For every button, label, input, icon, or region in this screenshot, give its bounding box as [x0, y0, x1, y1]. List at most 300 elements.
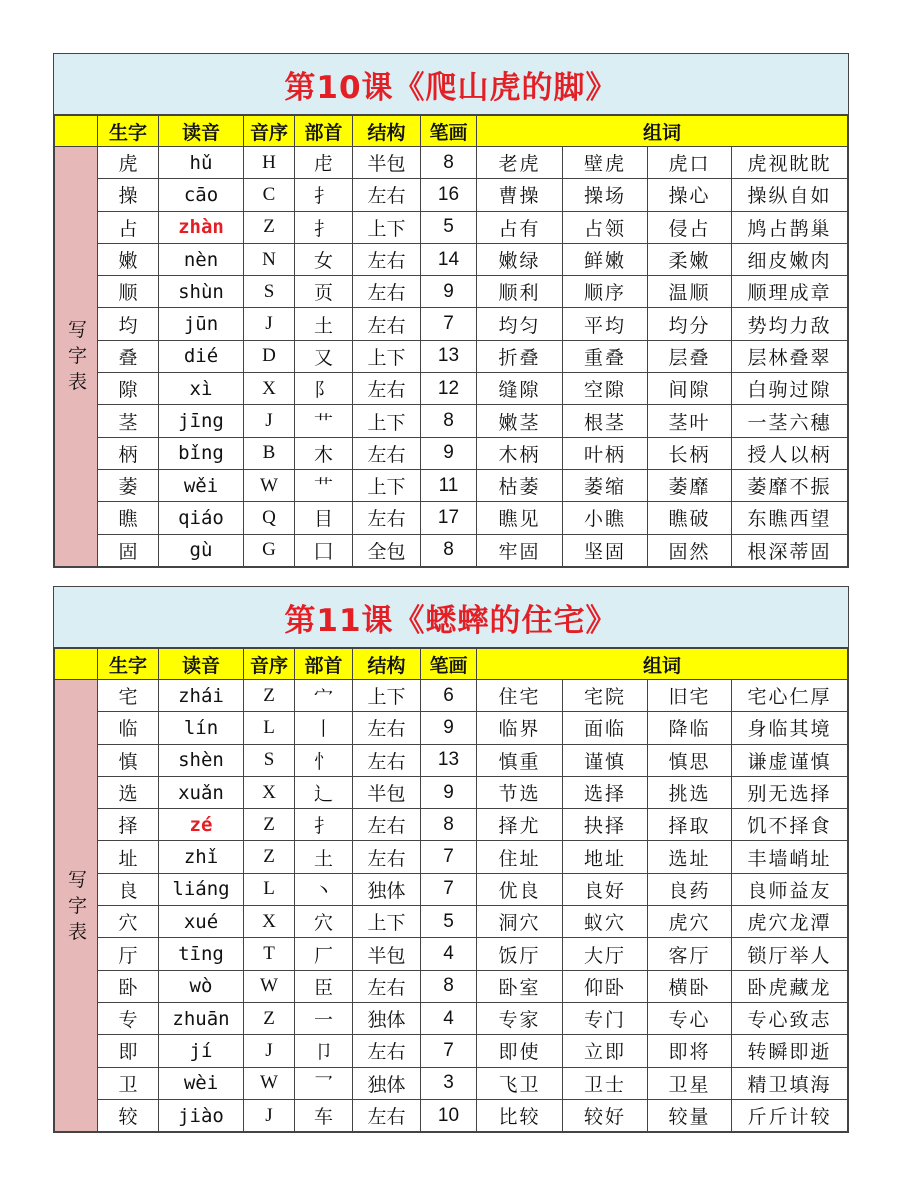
structure-cell: 左右 — [353, 970, 421, 1002]
char-cell: 虎 — [98, 147, 159, 179]
word-cell: 卫士 — [563, 1067, 648, 1099]
initial-cell: T — [244, 938, 295, 970]
stroke-count-cell: 6 — [421, 680, 477, 712]
pinyin-cell: zhái — [159, 680, 244, 712]
word-cell: 良师益友 — [732, 873, 848, 905]
table-row — [55, 712, 848, 744]
table-row — [55, 744, 848, 776]
word-cell: 曹操 — [477, 179, 563, 211]
table-row — [55, 680, 848, 712]
pinyin-cell: xuǎn — [159, 776, 244, 808]
table-row — [55, 243, 848, 275]
initial-cell: Z — [244, 809, 295, 841]
header-duyin: 读音 — [159, 649, 244, 680]
structure-cell: 左右 — [353, 502, 421, 534]
structure-cell: 左右 — [353, 712, 421, 744]
initial-cell: N — [244, 243, 295, 275]
word-cell: 萎缩 — [563, 469, 648, 501]
table-row — [55, 809, 848, 841]
word-cell: 择尤 — [477, 809, 563, 841]
table-row — [55, 469, 848, 501]
initial-cell: B — [244, 437, 295, 469]
stroke-count-cell: 7 — [421, 308, 477, 340]
word-cell: 比较 — [477, 1099, 563, 1131]
table-row — [55, 373, 848, 405]
char-cell: 卫 — [98, 1067, 159, 1099]
table-body — [55, 147, 848, 567]
word-cell: 长柄 — [648, 437, 732, 469]
word-cell: 萎靡不振 — [732, 469, 848, 501]
word-cell: 节选 — [477, 776, 563, 808]
word-cell: 折叠 — [477, 340, 563, 372]
pinyin-cell: wěi — [159, 469, 244, 501]
radical-cell: 一 — [295, 1002, 353, 1034]
stroke-count-cell: 14 — [421, 243, 477, 275]
word-cell: 住宅 — [477, 680, 563, 712]
radical-cell: 卩 — [295, 1035, 353, 1067]
word-cell: 宅心仁厚 — [732, 680, 848, 712]
table-row — [55, 147, 848, 179]
word-cell: 卧室 — [477, 970, 563, 1002]
char-cell: 萎 — [98, 469, 159, 501]
initial-cell: Q — [244, 502, 295, 534]
char-cell: 固 — [98, 534, 159, 566]
pinyin-cell: cāo — [159, 179, 244, 211]
word-cell: 飞卫 — [477, 1067, 563, 1099]
radical-cell: 臣 — [295, 970, 353, 1002]
radical-cell: 辶 — [295, 776, 353, 808]
stroke-count-cell: 8 — [421, 970, 477, 1002]
radical-cell: 木 — [295, 437, 353, 469]
structure-cell: 左右 — [353, 841, 421, 873]
radical-cell: 丨 — [295, 712, 353, 744]
pinyin-cell: jí — [159, 1035, 244, 1067]
initial-cell: W — [244, 970, 295, 1002]
word-cell: 别无选择 — [732, 776, 848, 808]
char-cell: 柄 — [98, 437, 159, 469]
initial-cell: S — [244, 744, 295, 776]
pinyin-cell: hǔ — [159, 147, 244, 179]
radical-cell: 目 — [295, 502, 353, 534]
lesson-11-table — [53, 586, 849, 1133]
word-cell: 宅院 — [563, 680, 648, 712]
word-cell: 精卫填海 — [732, 1067, 848, 1099]
structure-cell: 左右 — [353, 179, 421, 211]
pinyin-cell: jūn — [159, 308, 244, 340]
stroke-count-cell: 12 — [421, 373, 477, 405]
radical-cell: 女 — [295, 243, 353, 275]
structure-cell: 上下 — [353, 469, 421, 501]
structure-cell: 独体 — [353, 1002, 421, 1034]
pinyin-cell: xué — [159, 906, 244, 938]
word-cell: 较好 — [563, 1099, 648, 1131]
initial-cell: W — [244, 1067, 295, 1099]
structure-cell: 左右 — [353, 276, 421, 308]
word-cell: 住址 — [477, 841, 563, 873]
word-cell: 叶柄 — [563, 437, 648, 469]
stroke-count-cell: 8 — [421, 147, 477, 179]
char-cell: 顺 — [98, 276, 159, 308]
word-cell: 占有 — [477, 211, 563, 243]
word-cell: 授人以柄 — [732, 437, 848, 469]
header-row — [55, 649, 848, 680]
pinyin-cell: liáng — [159, 873, 244, 905]
initial-cell: C — [244, 179, 295, 211]
word-cell: 缝隙 — [477, 373, 563, 405]
header-yinxu: 音序 — [244, 649, 295, 680]
word-cell: 挑选 — [648, 776, 732, 808]
header-zi: 生字 — [98, 116, 159, 147]
char-cell: 临 — [98, 712, 159, 744]
structure-cell: 上下 — [353, 340, 421, 372]
word-cell: 谨慎 — [563, 744, 648, 776]
word-cell: 间隙 — [648, 373, 732, 405]
word-cell: 虎穴 — [648, 906, 732, 938]
stroke-count-cell: 8 — [421, 534, 477, 566]
char-cell: 专 — [98, 1002, 159, 1034]
char-cell: 叠 — [98, 340, 159, 372]
word-cell: 坚固 — [563, 534, 648, 566]
structure-cell: 半包 — [353, 776, 421, 808]
pinyin-cell: shèn — [159, 744, 244, 776]
word-cell: 壁虎 — [563, 147, 648, 179]
stroke-count-cell: 11 — [421, 469, 477, 501]
word-cell: 重叠 — [563, 340, 648, 372]
stroke-count-cell: 9 — [421, 776, 477, 808]
radical-cell: 虍 — [295, 147, 353, 179]
word-cell: 细皮嫩肉 — [732, 243, 848, 275]
pinyin-cell: wèi — [159, 1067, 244, 1099]
table-row — [55, 340, 848, 372]
initial-cell: X — [244, 373, 295, 405]
word-cell: 择取 — [648, 809, 732, 841]
radical-cell: 艹 — [295, 405, 353, 437]
word-cell: 慎思 — [648, 744, 732, 776]
initial-cell: D — [244, 340, 295, 372]
word-cell: 饭厅 — [477, 938, 563, 970]
word-cell: 侵占 — [648, 211, 732, 243]
char-cell: 占 — [98, 211, 159, 243]
initial-cell: J — [244, 405, 295, 437]
lesson-title: 第11课《蟋蟀的住宅》 — [54, 587, 848, 648]
char-cell: 嫩 — [98, 243, 159, 275]
word-cell: 牢固 — [477, 534, 563, 566]
table-row — [55, 276, 848, 308]
structure-cell: 左右 — [353, 373, 421, 405]
word-cell: 丰墙峭址 — [732, 841, 848, 873]
word-cell: 转瞬即逝 — [732, 1035, 848, 1067]
word-cell: 嫩茎 — [477, 405, 563, 437]
stroke-count-cell: 5 — [421, 211, 477, 243]
table-row — [55, 308, 848, 340]
word-cell: 饥不择食 — [732, 809, 848, 841]
word-cell: 层叠 — [648, 340, 732, 372]
radical-cell: 宀 — [295, 680, 353, 712]
word-cell: 立即 — [563, 1035, 648, 1067]
table-row — [55, 1099, 848, 1131]
table-row — [55, 873, 848, 905]
header-jiegou: 结构 — [353, 649, 421, 680]
word-cell: 专门 — [563, 1002, 648, 1034]
stroke-count-cell: 7 — [421, 1035, 477, 1067]
pinyin-cell: xì — [159, 373, 244, 405]
word-cell: 均匀 — [477, 308, 563, 340]
stroke-count-cell: 7 — [421, 841, 477, 873]
stroke-count-cell: 9 — [421, 712, 477, 744]
header-zuci: 组词 — [477, 649, 848, 680]
side-label — [55, 147, 98, 567]
word-cell: 良药 — [648, 873, 732, 905]
radical-cell: 页 — [295, 276, 353, 308]
word-cell: 柔嫩 — [648, 243, 732, 275]
table-row — [55, 179, 848, 211]
word-cell: 一茎六穗 — [732, 405, 848, 437]
structure-cell: 上下 — [353, 680, 421, 712]
word-cell: 鸠占鹊巢 — [732, 211, 848, 243]
initial-cell: Z — [244, 211, 295, 243]
header-duyin: 读音 — [159, 116, 244, 147]
pinyin-cell: shùn — [159, 276, 244, 308]
initial-cell: J — [244, 1035, 295, 1067]
word-cell: 根茎 — [563, 405, 648, 437]
pinyin-cell: jiào — [159, 1099, 244, 1131]
pinyin-cell: dié — [159, 340, 244, 372]
pinyin-cell: bǐng — [159, 437, 244, 469]
word-cell: 瞧见 — [477, 502, 563, 534]
char-cell: 址 — [98, 841, 159, 873]
stroke-count-cell: 5 — [421, 906, 477, 938]
table-body — [55, 680, 848, 1132]
stroke-count-cell: 16 — [421, 179, 477, 211]
header-row — [55, 116, 848, 147]
stroke-count-cell: 4 — [421, 1002, 477, 1034]
word-cell: 平均 — [563, 308, 648, 340]
word-cell: 枯萎 — [477, 469, 563, 501]
word-cell: 客厅 — [648, 938, 732, 970]
initial-cell: J — [244, 1099, 295, 1131]
pinyin-cell: gù — [159, 534, 244, 566]
word-cell: 仰卧 — [563, 970, 648, 1002]
word-cell: 谦虚谨慎 — [732, 744, 848, 776]
stroke-count-cell: 8 — [421, 809, 477, 841]
initial-cell: J — [244, 308, 295, 340]
word-cell: 斤斤计较 — [732, 1099, 848, 1131]
word-cell: 横卧 — [648, 970, 732, 1002]
char-cell: 卧 — [98, 970, 159, 1002]
word-cell: 温顺 — [648, 276, 732, 308]
radical-cell: 穴 — [295, 906, 353, 938]
word-cell: 卫星 — [648, 1067, 732, 1099]
word-cell: 势均力敌 — [732, 308, 848, 340]
char-cell: 均 — [98, 308, 159, 340]
word-cell: 虎口 — [648, 147, 732, 179]
header-zi: 生字 — [98, 649, 159, 680]
char-cell: 慎 — [98, 744, 159, 776]
radical-cell: 扌 — [295, 211, 353, 243]
stroke-count-cell: 9 — [421, 437, 477, 469]
word-cell: 旧宅 — [648, 680, 732, 712]
structure-cell: 全包 — [353, 534, 421, 566]
word-cell: 操纵自如 — [732, 179, 848, 211]
table-row — [55, 1002, 848, 1034]
char-cell: 操 — [98, 179, 159, 211]
radical-cell: 艹 — [295, 469, 353, 501]
character-table — [54, 115, 848, 567]
char-cell: 厅 — [98, 938, 159, 970]
structure-cell: 左右 — [353, 1099, 421, 1131]
char-cell: 良 — [98, 873, 159, 905]
side-label — [55, 680, 98, 1132]
word-cell: 专心 — [648, 1002, 732, 1034]
word-cell: 慎重 — [477, 744, 563, 776]
stroke-count-cell: 13 — [421, 744, 477, 776]
header-bihua: 笔画 — [421, 116, 477, 147]
table-row — [55, 776, 848, 808]
initial-cell: G — [244, 534, 295, 566]
initial-cell: S — [244, 276, 295, 308]
initial-cell: Z — [244, 1002, 295, 1034]
word-cell: 老虎 — [477, 147, 563, 179]
lesson-title: 第10课《爬山虎的脚》 — [54, 54, 848, 115]
structure-cell: 左右 — [353, 437, 421, 469]
initial-cell: H — [244, 147, 295, 179]
word-cell: 木柄 — [477, 437, 563, 469]
header-blank — [55, 649, 98, 680]
stroke-count-cell: 17 — [421, 502, 477, 534]
word-cell: 锁厅举人 — [732, 938, 848, 970]
initial-cell: L — [244, 873, 295, 905]
pinyin-cell: zhàn — [159, 211, 244, 243]
radical-cell: 车 — [295, 1099, 353, 1131]
pinyin-cell: lín — [159, 712, 244, 744]
word-cell: 卧虎藏龙 — [732, 970, 848, 1002]
header-yinxu: 音序 — [244, 116, 295, 147]
structure-cell: 独体 — [353, 1067, 421, 1099]
table-row — [55, 405, 848, 437]
table-row — [55, 841, 848, 873]
word-cell: 鲜嫩 — [563, 243, 648, 275]
word-cell: 抉择 — [563, 809, 648, 841]
word-cell: 即使 — [477, 1035, 563, 1067]
pinyin-cell: zhuān — [159, 1002, 244, 1034]
pinyin-cell: zhǐ — [159, 841, 244, 873]
word-cell: 顺利 — [477, 276, 563, 308]
structure-cell: 左右 — [353, 308, 421, 340]
char-cell: 瞧 — [98, 502, 159, 534]
word-cell: 降临 — [648, 712, 732, 744]
char-cell: 择 — [98, 809, 159, 841]
word-cell: 大厅 — [563, 938, 648, 970]
table-row — [55, 502, 848, 534]
stroke-count-cell: 3 — [421, 1067, 477, 1099]
word-cell: 东瞧西望 — [732, 502, 848, 534]
word-cell: 身临其境 — [732, 712, 848, 744]
initial-cell: W — [244, 469, 295, 501]
table-row — [55, 437, 848, 469]
initial-cell: X — [244, 776, 295, 808]
structure-cell: 左右 — [353, 1035, 421, 1067]
header-bushou: 部首 — [295, 649, 353, 680]
stroke-count-cell: 9 — [421, 276, 477, 308]
structure-cell: 上下 — [353, 906, 421, 938]
pinyin-cell: zé — [159, 809, 244, 841]
radical-cell: 扌 — [295, 179, 353, 211]
structure-cell: 左右 — [353, 809, 421, 841]
word-cell: 较量 — [648, 1099, 732, 1131]
stroke-count-cell: 7 — [421, 873, 477, 905]
radical-cell: 厂 — [295, 938, 353, 970]
table-row — [55, 906, 848, 938]
header-zuci: 组词 — [477, 116, 848, 147]
table-row — [55, 534, 848, 566]
table-row — [55, 1035, 848, 1067]
structure-cell: 上下 — [353, 211, 421, 243]
word-cell: 固然 — [648, 534, 732, 566]
word-cell: 瞧破 — [648, 502, 732, 534]
side-label-text: 写字表 — [68, 319, 88, 394]
header-bushou: 部首 — [295, 116, 353, 147]
stroke-count-cell: 13 — [421, 340, 477, 372]
word-cell: 操心 — [648, 179, 732, 211]
word-cell: 层林叠翠 — [732, 340, 848, 372]
word-cell: 选址 — [648, 841, 732, 873]
word-cell: 优良 — [477, 873, 563, 905]
word-cell: 专心致志 — [732, 1002, 848, 1034]
char-cell: 隙 — [98, 373, 159, 405]
char-cell: 即 — [98, 1035, 159, 1067]
initial-cell: L — [244, 712, 295, 744]
word-cell: 临界 — [477, 712, 563, 744]
structure-cell: 半包 — [353, 147, 421, 179]
stroke-count-cell: 10 — [421, 1099, 477, 1131]
word-cell: 嫩绿 — [477, 243, 563, 275]
structure-cell: 独体 — [353, 873, 421, 905]
table-row — [55, 211, 848, 243]
initial-cell: Z — [244, 680, 295, 712]
radical-cell: 扌 — [295, 809, 353, 841]
word-cell: 顺理成章 — [732, 276, 848, 308]
word-cell: 面临 — [563, 712, 648, 744]
radical-cell: 又 — [295, 340, 353, 372]
header-bihua: 笔画 — [421, 649, 477, 680]
header-jiegou: 结构 — [353, 116, 421, 147]
pinyin-cell: qiáo — [159, 502, 244, 534]
radical-cell: 忄 — [295, 744, 353, 776]
word-cell: 茎叶 — [648, 405, 732, 437]
char-cell: 较 — [98, 1099, 159, 1131]
char-cell: 茎 — [98, 405, 159, 437]
word-cell: 萎靡 — [648, 469, 732, 501]
radical-cell: 乛 — [295, 1067, 353, 1099]
stroke-count-cell: 4 — [421, 938, 477, 970]
stroke-count-cell: 8 — [421, 405, 477, 437]
table-row — [55, 970, 848, 1002]
char-cell: 穴 — [98, 906, 159, 938]
word-cell: 虎视眈眈 — [732, 147, 848, 179]
word-cell: 顺序 — [563, 276, 648, 308]
header-blank — [55, 116, 98, 147]
word-cell: 操场 — [563, 179, 648, 211]
structure-cell: 左右 — [353, 744, 421, 776]
lesson-10-table — [53, 53, 849, 568]
word-cell: 专家 — [477, 1002, 563, 1034]
word-cell: 地址 — [563, 841, 648, 873]
word-cell: 空隙 — [563, 373, 648, 405]
word-cell: 良好 — [563, 873, 648, 905]
word-cell: 根深蒂固 — [732, 534, 848, 566]
word-cell: 即将 — [648, 1035, 732, 1067]
radical-cell: 阝 — [295, 373, 353, 405]
